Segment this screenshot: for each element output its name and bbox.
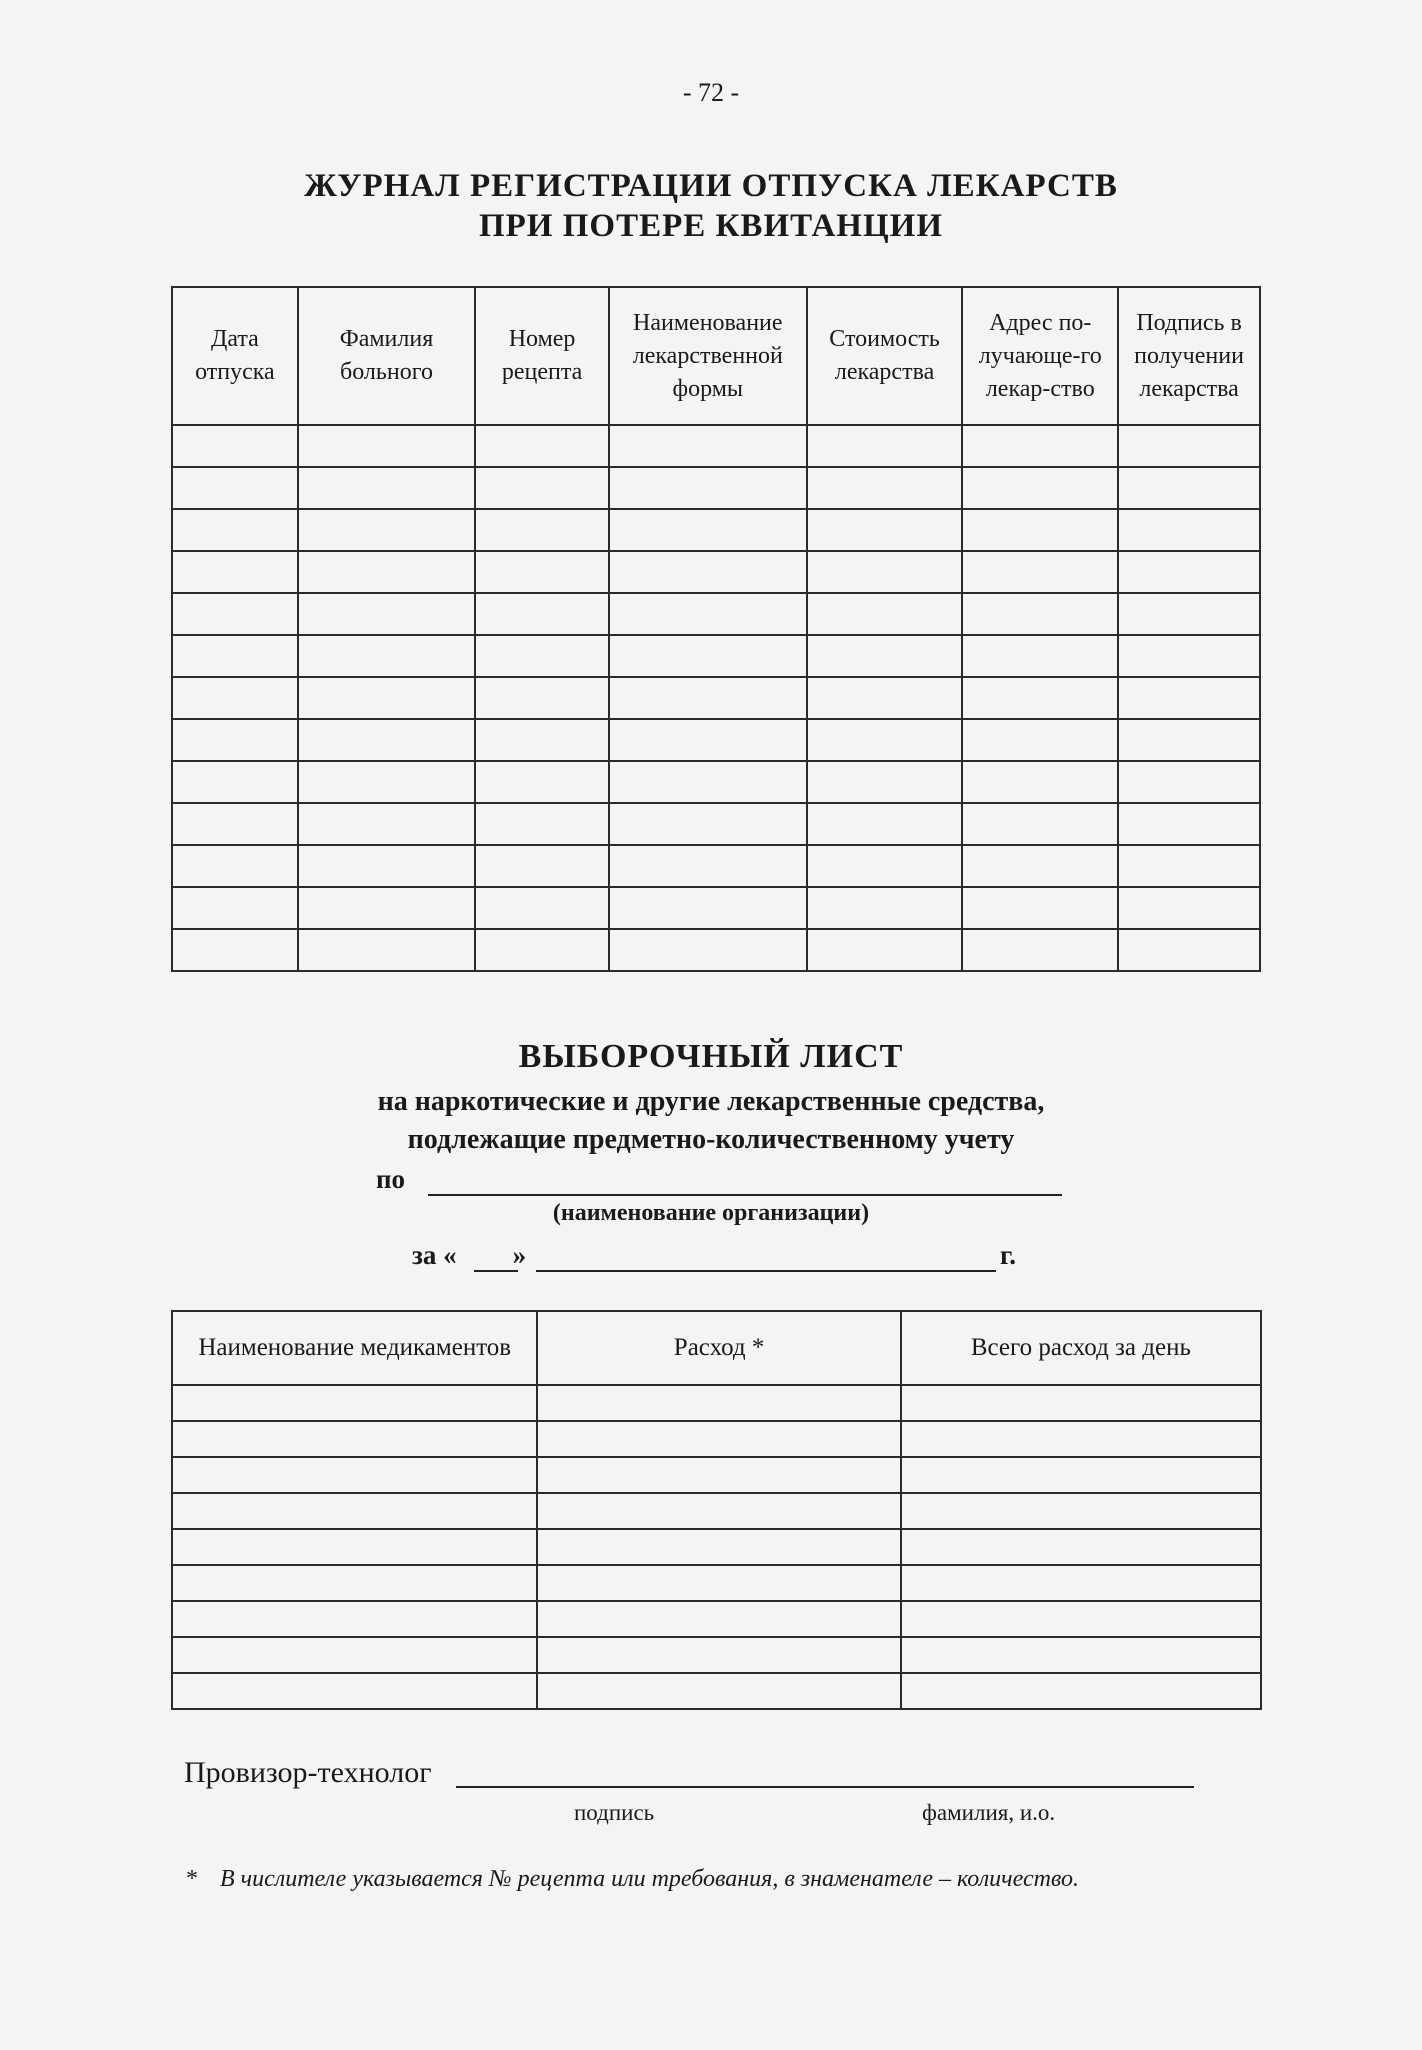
table-cell[interactable] — [962, 425, 1118, 467]
table-cell[interactable] — [962, 467, 1118, 509]
table-cell[interactable] — [962, 929, 1118, 971]
table-cell[interactable] — [1118, 635, 1260, 677]
table-cell[interactable] — [1118, 887, 1260, 929]
table-cell[interactable] — [1118, 425, 1260, 467]
table-cell[interactable] — [537, 1493, 900, 1529]
table-cell[interactable] — [807, 635, 963, 677]
table-cell[interactable] — [609, 677, 807, 719]
table-cell[interactable] — [807, 719, 963, 761]
table-cell[interactable] — [901, 1601, 1261, 1637]
table-cell[interactable] — [807, 803, 963, 845]
table-cell[interactable] — [609, 467, 807, 509]
table-cell[interactable] — [298, 635, 475, 677]
table-cell[interactable] — [962, 677, 1118, 719]
table-cell[interactable] — [475, 677, 609, 719]
day-blank-line[interactable] — [474, 1270, 518, 1272]
table-cell[interactable] — [298, 929, 475, 971]
table-cell[interactable] — [298, 761, 475, 803]
table-cell[interactable] — [172, 1565, 537, 1601]
table-cell[interactable] — [172, 467, 298, 509]
signature-blank-line[interactable] — [456, 1786, 1194, 1788]
table-cell[interactable] — [1118, 509, 1260, 551]
table-cell[interactable] — [537, 1529, 900, 1565]
journal-row — [172, 593, 1260, 635]
table-cell[interactable] — [172, 635, 298, 677]
table-cell[interactable] — [807, 467, 963, 509]
table-cell[interactable] — [172, 845, 298, 887]
table-cell[interactable] — [901, 1673, 1261, 1709]
table-cell[interactable] — [901, 1385, 1261, 1421]
sheet-row — [172, 1529, 1261, 1565]
journal-row — [172, 887, 1260, 929]
table-cell[interactable] — [807, 593, 963, 635]
sheet-header-daily-total: Всего расход за день — [901, 1311, 1261, 1385]
date-label-open: за « — [412, 1240, 457, 1270]
page-number: - 72 - — [682, 78, 740, 107]
selection-sheet-table — [171, 1310, 1262, 1710]
table-cell[interactable] — [475, 467, 609, 509]
table-cell[interactable] — [1118, 761, 1260, 803]
table-cell[interactable] — [962, 719, 1118, 761]
table-cell[interactable] — [298, 677, 475, 719]
sheet-header-expense: Расход * — [537, 1311, 900, 1385]
journal-body — [172, 425, 1260, 971]
journal-header-row — [172, 287, 1260, 425]
table-cell[interactable] — [172, 761, 298, 803]
selection-sheet-subtitle-line1: на наркотические и другие лекарственные средства, — [377, 1086, 1045, 1117]
journal-row — [172, 551, 1260, 593]
table-cell[interactable] — [609, 761, 807, 803]
sheet-header-row — [172, 1311, 1261, 1385]
table-cell[interactable] — [475, 845, 609, 887]
table-cell[interactable] — [962, 803, 1118, 845]
table-cell[interactable] — [172, 803, 298, 845]
selection-sheet-subtitle-line2: подлежащие предметно-количественному учету — [407, 1124, 1015, 1155]
table-cell[interactable] — [962, 551, 1118, 593]
table-cell[interactable] — [298, 803, 475, 845]
table-cell[interactable] — [537, 1385, 900, 1421]
journal-header-address: Адрес по-лучающе-го лекар-ство — [962, 287, 1118, 425]
table-cell[interactable] — [537, 1421, 900, 1457]
table-cell[interactable] — [298, 593, 475, 635]
table-cell[interactable] — [609, 551, 807, 593]
journal-row — [172, 719, 1260, 761]
journal-row — [172, 845, 1260, 887]
table-cell[interactable] — [172, 1601, 537, 1637]
table-cell[interactable] — [537, 1673, 900, 1709]
table-cell[interactable] — [609, 929, 807, 971]
table-cell[interactable] — [172, 719, 298, 761]
table-cell[interactable] — [609, 509, 807, 551]
journal-header-prescription: Номер рецепта — [475, 287, 609, 425]
table-cell[interactable] — [172, 1493, 537, 1529]
journal-row — [172, 929, 1260, 971]
journal-header-signature: Подпись в получении лекарства — [1118, 287, 1260, 425]
table-cell[interactable] — [172, 1457, 537, 1493]
table-cell[interactable] — [1118, 593, 1260, 635]
table-cell[interactable] — [298, 425, 475, 467]
table-cell[interactable] — [298, 509, 475, 551]
table-cell[interactable] — [172, 1529, 537, 1565]
table-cell[interactable] — [172, 425, 298, 467]
journal-row — [172, 677, 1260, 719]
table-cell[interactable] — [807, 887, 963, 929]
journal-row — [172, 509, 1260, 551]
table-cell[interactable] — [172, 593, 298, 635]
table-cell[interactable] — [609, 593, 807, 635]
table-cell[interactable] — [172, 1385, 537, 1421]
table-cell[interactable] — [962, 887, 1118, 929]
footnote-text: В числителе указывается № рецепта или требования, в знаменателе – количество. — [220, 1866, 1080, 1892]
table-cell[interactable] — [962, 761, 1118, 803]
table-cell[interactable] — [1118, 719, 1260, 761]
table-cell[interactable] — [962, 509, 1118, 551]
table-cell[interactable] — [962, 635, 1118, 677]
table-cell[interactable] — [298, 845, 475, 887]
table-cell[interactable] — [609, 803, 807, 845]
table-cell[interactable] — [962, 845, 1118, 887]
table-cell[interactable] — [172, 677, 298, 719]
table-cell[interactable] — [807, 845, 963, 887]
year-suffix: г. — [1000, 1240, 1016, 1270]
table-cell[interactable] — [1118, 845, 1260, 887]
table-cell[interactable] — [537, 1565, 900, 1601]
sheet-row — [172, 1565, 1261, 1601]
date-label — [412, 1240, 526, 1271]
journal-row — [172, 635, 1260, 677]
table-cell[interactable] — [1118, 677, 1260, 719]
table-cell[interactable] — [609, 845, 807, 887]
footnote — [186, 1866, 1079, 1893]
table-cell[interactable] — [172, 929, 298, 971]
table-cell[interactable] — [475, 509, 609, 551]
journal-header-cost: Стоимость лекарства — [807, 287, 963, 425]
date-label-close: » — [512, 1240, 527, 1270]
table-cell[interactable] — [901, 1457, 1261, 1493]
table-cell[interactable] — [475, 761, 609, 803]
table-cell[interactable] — [537, 1637, 900, 1673]
table-cell[interactable] — [298, 467, 475, 509]
selection-sheet-title: ВЫБОРОЧНЫЙ ЛИСТ — [518, 1038, 904, 1075]
table-cell[interactable] — [172, 1673, 537, 1709]
table-cell[interactable] — [901, 1565, 1261, 1601]
table-cell[interactable] — [475, 635, 609, 677]
table-cell[interactable] — [807, 551, 963, 593]
table-cell[interactable] — [475, 551, 609, 593]
month-blank-line[interactable] — [536, 1270, 996, 1272]
journal-row — [172, 761, 1260, 803]
sheet-row — [172, 1385, 1261, 1421]
sheet-row — [172, 1457, 1261, 1493]
table-cell[interactable] — [172, 887, 298, 929]
table-cell[interactable] — [475, 719, 609, 761]
journal-title-line1: ЖУРНАЛ РЕГИСТРАЦИИ ОТПУСКА ЛЕКАРСТВ — [304, 168, 1118, 204]
table-cell[interactable] — [298, 551, 475, 593]
table-cell[interactable] — [1118, 803, 1260, 845]
table-cell[interactable] — [901, 1637, 1261, 1673]
table-cell[interactable] — [609, 887, 807, 929]
signature-label: Провизор-технолог — [184, 1756, 432, 1789]
table-cell[interactable] — [807, 761, 963, 803]
table-cell[interactable] — [807, 425, 963, 467]
table-cell[interactable] — [172, 509, 298, 551]
sheet-row — [172, 1673, 1261, 1709]
table-cell[interactable] — [807, 929, 963, 971]
table-cell[interactable] — [537, 1457, 900, 1493]
journal-row — [172, 803, 1260, 845]
journal-table — [171, 286, 1261, 972]
table-cell[interactable] — [298, 719, 475, 761]
table-cell[interactable] — [1118, 929, 1260, 971]
journal-row — [172, 425, 1260, 467]
name-caption: фамилия, и.о. — [922, 1800, 1056, 1825]
table-cell[interactable] — [901, 1421, 1261, 1457]
journal-row — [172, 467, 1260, 509]
table-cell[interactable] — [475, 593, 609, 635]
table-cell[interactable] — [172, 1637, 537, 1673]
organization-caption: (наименование организации) — [552, 1200, 870, 1226]
sheet-row — [172, 1637, 1261, 1673]
journal-header-patient: Фамилия больного — [298, 287, 475, 425]
table-cell[interactable] — [807, 509, 963, 551]
sheet-body — [172, 1385, 1261, 1709]
table-cell[interactable] — [475, 929, 609, 971]
table-cell[interactable] — [1118, 551, 1260, 593]
table-cell[interactable] — [901, 1493, 1261, 1529]
journal-title-line2: ПРИ ПОТЕРЕ КВИТАНЦИИ — [478, 208, 943, 244]
organization-blank-line[interactable] — [428, 1194, 1062, 1196]
sheet-header-medication: Наименование медикаментов — [172, 1311, 537, 1385]
table-cell[interactable] — [901, 1529, 1261, 1565]
table-cell[interactable] — [1118, 467, 1260, 509]
sheet-row — [172, 1421, 1261, 1457]
sign-caption: подпись — [574, 1800, 655, 1825]
table-cell[interactable] — [475, 803, 609, 845]
organization-label: по — [376, 1164, 406, 1194]
table-cell[interactable] — [609, 719, 807, 761]
journal-header-form: Наименование лекарственной формы — [609, 287, 807, 425]
sheet-row — [172, 1601, 1261, 1637]
table-cell[interactable] — [962, 593, 1118, 635]
footnote-mark: * — [186, 1866, 198, 1892]
table-cell[interactable] — [475, 425, 609, 467]
table-cell[interactable] — [537, 1601, 900, 1637]
table-cell[interactable] — [298, 887, 475, 929]
sheet-row — [172, 1493, 1261, 1529]
journal-header-date: Дата отпуска — [172, 287, 298, 425]
table-cell[interactable] — [172, 1421, 537, 1457]
table-cell[interactable] — [609, 635, 807, 677]
table-cell[interactable] — [807, 677, 963, 719]
table-cell[interactable] — [172, 551, 298, 593]
table-cell[interactable] — [609, 425, 807, 467]
table-cell[interactable] — [475, 887, 609, 929]
